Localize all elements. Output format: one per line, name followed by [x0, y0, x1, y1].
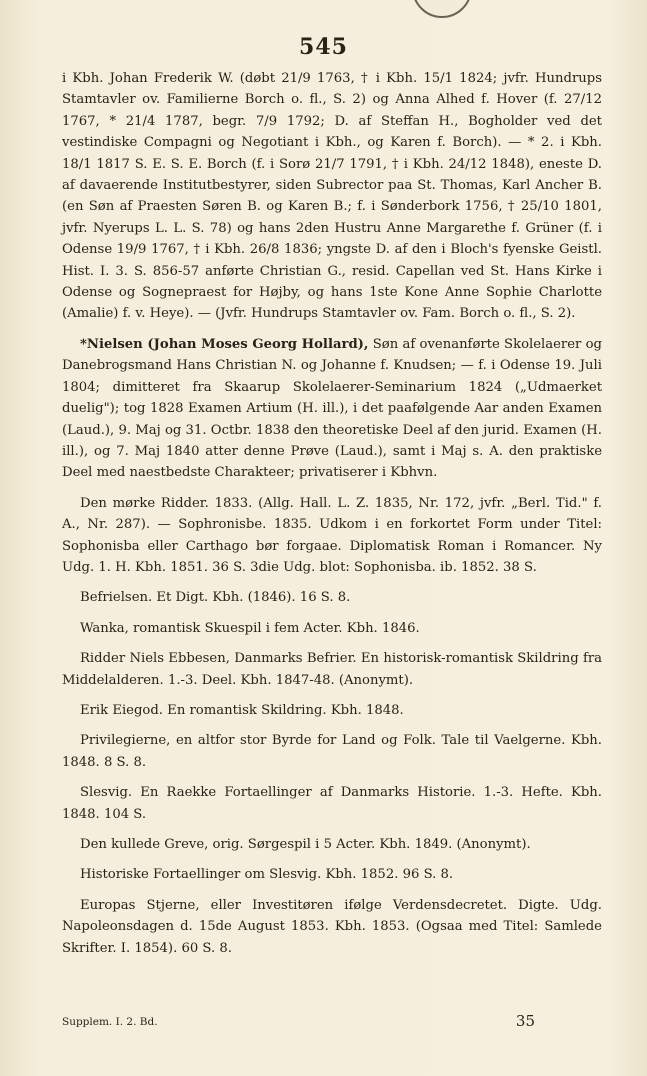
paragraph-continuation: i Kbh. Johan Frederik W. (døbt 21/9 1763, † i Kbh. 15/1 1824; jvfr. Hundrups Stamtavler ov. Familierne Borch o. fl., S. 2) og Anna Alhed f. Hover (f. 27/12 1767, * 21/4 1787, begr. 7/9 1792; D. af Steffan H., Bogholder ved det vestindiske Compagni og Negotiant i Kbh., og Karen f. Borch). — * 2. i Kbh. 18/1 1817 S. E. S. E. Borch (f. i Sorø 21/7 1791, † i Kbh. 24/12 1848), eneste D. af davaerende Institutbestyrer, siden Subrector paa St. Thomas, Karl Ancher B. (en Søn af Praesten Søren B. og Karen B.; f. i Sønderbork 1756, † 25/10 1801, jvfr. Nyerups L. L. S. 78) og hans 2den Hustru Anne Margarethe f. Grüner (f. i Odense 19/9 1767, † i Kbh. 26/8 1836; yngste D. af den i Bloch's fyenske Geistl. Hist. I. 3. S. 856-57 anførte Christian G., resid. Capellan ved St. Hans Kirke i Odense og Sognepraest for Højby, og hans 1ste Kone Anne Sophie Charlotte (Amalie) f. v. Heye). — (Jvfr. Hundrups Stamtavler ov. Fam. Borch o. fl., S. 2). [62, 71, 602, 322]
work-entry: Ridder Niels Ebbesen, Danmarks Befrier. En historisk-romantisk Skildring fra Middelalderen. 1.-3. Deel. Kbh. 1847-48. (Anonymt). [62, 651, 602, 688]
entry-heading: *Nielsen (Johan Moses Georg Hollard), [80, 336, 369, 352]
work-entry: Historiske Fortaellinger om Slesvig. Kbh. 1852. 96 S. 8. [80, 867, 454, 883]
work-entry: Privilegierne, en altfor stor Byrde for Land og Folk. Tale til Vaelgerne. Kbh. 1848. 8 S. 8. [62, 733, 602, 770]
page-number: 545 [299, 34, 348, 60]
page-footer [62, 1012, 535, 1030]
entry-biography: Søn af ovenanførte Skolelaerer og Danebrogsmand Hans Christian N. og Johanne f. Knudsen; — f. i Odense 19. Juli 1804; dimitteret fra Skaarup Skolelaerer-Seminarium 1824 („Udmaerket duelig"); tog 1828 Examen Artium (H. ill.), i det paafølgende Aar anden Examen (Laud.), 9. Maj og 31. Octbr. 1838 den theoretiske Deel af den jurid. Examen (H. ill.), og 7. Maj 1840 atter denne Prøve (Laud.), samt i Maj s. A. den praktiske Deel med naestbedste Charakteer; privatiserer i Kbhvn. [62, 336, 602, 481]
work-entry: Erik Eiegod. En romantisk Skildring. Kbh. 1848. [80, 702, 404, 718]
page-tab-notch [412, 0, 472, 18]
work-entry: Slesvig. En Raekke Fortaellinger af Danmarks Historie. 1.-3. Hefte. Kbh. 1848. 104 S. [62, 785, 602, 822]
work-entry: Wanka, romantisk Skuespil i fem Acter. Kbh. 1846. [80, 620, 420, 636]
text-body [62, 68, 602, 959]
work-entry: Den kullede Greve, orig. Sørgespil i 5 Acter. Kbh. 1849. (Anonymt). [80, 837, 531, 852]
entry-nielsen [62, 334, 602, 484]
footer-sheet-number: 35 [515, 1012, 535, 1030]
work-entry: Europas Stjerne, eller Investitøren ifølge Verdensdecretet. Digte. Udg. Napoleonsdagen d. 15de August 1853. Kbh. 1853. (Ogsaa med Titel: Samlede Skrifter. I. 1854). 60 S. 8. [62, 897, 602, 956]
work-entry: Befrielsen. Et Digt. Kbh. (1846). 16 S. 8. [80, 590, 351, 606]
footer-signature: Supplem. I. 2. Bd. [62, 1016, 158, 1028]
work-entry: Den mørke Ridder. 1833. (Allg. Hall. L. Z. 1835, Nr. 172, jvfr. „Berl. Tid." f. A., Nr. 287). — Sophronisbe. 1835. Udkom i en forkortet Form under Titel: Sophonisba eller Carthago bør forgaae. Diplomatisk Roman i Romancer. Ny Udg. 1. H. Kbh. 1851. 36 S. 3die Udg. blot: Sophonisba. ib. 1852. 38 S. [62, 495, 602, 575]
